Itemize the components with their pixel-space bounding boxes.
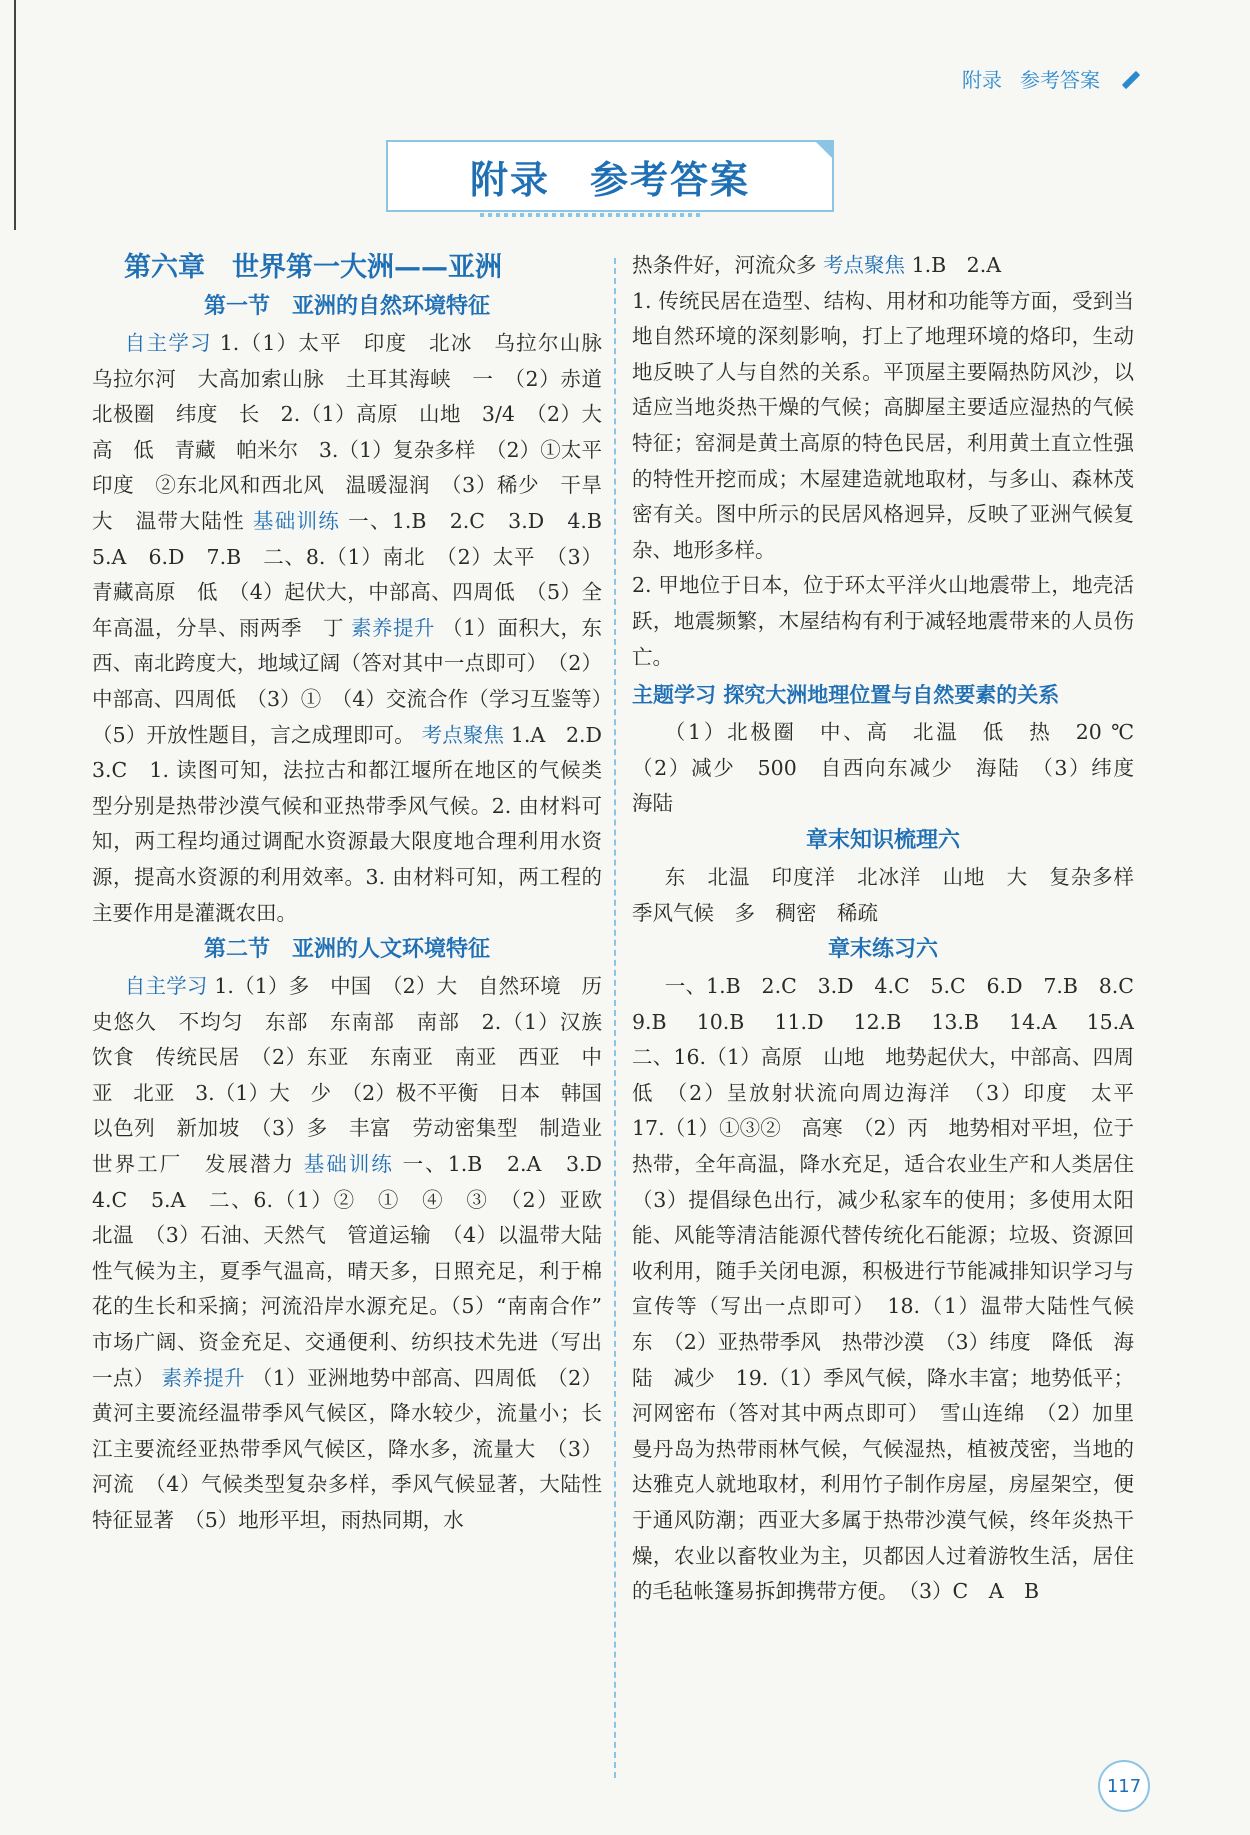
chapter-title: 第六章 世界第一大洲——亚洲	[124, 252, 502, 283]
title-corner-decoration	[814, 140, 834, 160]
answers-self-study-2: 1.（1）多 中国 （2）大 自然环境 历史悠久 不均匀 东部 东南部 南部 2.（1）汉族 饮食 传统民居 （2）东亚 东南亚 南亚 西亚 中亚 北亚 3.（1）大 少 （2）极不平衡 日本 韩国 以色列 新加坡 （3）多 丰富 劳动密集型 制造业 世界工厂 发展潜力	[92, 974, 623, 1177]
tag-basic-training: 基础训练	[252, 508, 341, 533]
answers-literacy-2: （1）亚洲地势中部高、四周低 （2）黄河主要流经温带季风气候区，降水较少，流量小；长江主要流经亚热带季风气候区，降水多，流量大 （3）河流 （4）气候类型复杂多样，季风气候显著，大陆性特征显著 （5）地形平坦，雨热同期，水	[92, 1365, 602, 1532]
tag-literacy: 素养提升	[161, 1365, 245, 1390]
exam-focus-explanation-2: 2. 甲地位于日本，位于环太平洋火山地震带上，地壳活跃，地震频繁，木屋结构有利于减轻地震带来的人员伤亡。	[632, 573, 1134, 669]
page-title-box	[386, 140, 834, 212]
answers-self-study-1: 1.（1）太平 印度 北冰 乌拉尔山脉 乌拉尔河 大高加索山脉 土耳其海峡 一 （2）赤道 北极圈 纬度 长 2.（1）高原 山地 3/4 （2）大 高 低 青藏 帕米尔 3.（1）复杂多样 （2）①太平 印度 ②东北风和西北风 温暖湿润 （3）稀少 干旱 大 温带大陆性	[92, 331, 623, 533]
continued-text: 热条件好，河流众多	[632, 253, 817, 277]
topic-study-heading	[632, 675, 1134, 715]
right-column	[632, 248, 1155, 1610]
title-dotted-underline	[480, 213, 700, 217]
continued-answer	[632, 248, 1134, 284]
answers-basic-training-2: 一、1.B 2.A 3.D 4.C 5.A 二、6.（1）② ① ④ ③ （2）亚欧 北温 （3）石油、天然气 管道运输 （4）以温带大陆性气候为主，夏季气温高，晴天多，日照充足，利于棉花的生长和采摘；河流沿岸水源充足。（5）“南南合作” 市场广阔、资金充足、交通便利、纺织技术先进（写出一点）	[92, 1152, 623, 1390]
answers-exam-focus-2: 1.B 2.A	[911, 253, 1002, 277]
header-answers: 参考答案	[1020, 68, 1100, 92]
chapter-summary-title: 章末知识梳理六	[805, 827, 960, 853]
header-appendix: 附录	[962, 68, 1002, 92]
section-2-body	[92, 969, 623, 1539]
tag-exam-focus: 考点聚焦	[421, 722, 505, 747]
tag-basic-training: 基础训练	[303, 1152, 394, 1177]
exam-focus-explanation-1: 1. 传统民居在造型、结构、用材和功能等方面，受到当地自然环境的深刻影响，打上了地理环境的烙印，生动地反映了人与自然的关系。平顶屋主要隔热防风沙，以适应当地炎热干燥的气候；高脚屋主要适应湿热的气候特征；窑洞是黄土高原的特色民居，利用黄土直立性强的特性开挖而成；木屋建造就地取材，与多山、森林茂密有关。图中所示的民居风格迥异，反映了亚洲气候复杂、地形多样。	[632, 288, 1134, 562]
answers-exam-focus-1: 1.A 2.D 3.C 1. 读图可知，法拉古和都江堰所在地区的气候类型分别是热带沙漠气候和亚热带季风气候。2. 由材料可知，两工程均通过调配水资源最大限度地合理利用水资源，提高水资源的利用效率。3. 由材料可知，两工程的主要作用是灌溉农田。	[92, 722, 623, 925]
section-1-title: 第一节 亚洲的自然环境特征	[203, 294, 490, 319]
chapter-exercise-title: 章末练习六	[827, 937, 938, 963]
page-binding-edge	[14, 0, 16, 230]
topic-tag: 主题学习	[632, 683, 716, 708]
tag-literacy: 素养提升	[350, 615, 435, 640]
tag-self-study: 自主学习	[124, 331, 212, 355]
pencil-icon	[1118, 68, 1140, 90]
page-number: 117	[1098, 1760, 1150, 1812]
answers-literacy-1: （1）面积大，东西、南北跨度大，地域辽阔（答对其中一点即可） （2）中部高、四周低 （3）① （4）交流合作（学习互鉴等） （5）开放性题目，言之成理即可。	[92, 615, 623, 747]
left-column	[92, 248, 623, 1539]
answers-basic-training-1: 一、1.B 2.C 3.D 4.B 5.A 6.D 7.B 二、8.（1）南北 （2）太平 （3）青藏高原 低 （4）起伏大，中部高、四周低 （5）全年高温，分旱、雨两季 丁	[92, 508, 623, 640]
topic-study-answers: （1）北极圈 中、高 北温 低 热 20 ℃ （2）减少 500 自西向东减少 海陆 （3）纬度 海陆	[632, 720, 1155, 816]
tag-self-study: 自主学习	[124, 974, 208, 999]
topic-title: 探究大洲地理位置与自然要素的关系	[723, 683, 1060, 708]
section-1-body	[92, 326, 623, 931]
chapter-exercise-answers: 一、1.B 2.C 3.D 4.C 5.C 6.D 7.B 8.C 9.B 10.B 11.D 12.B 13.B 14.A 15.A 二、16.（1）高原 山地 地势起伏大，中部高、四周低 （2）呈放射状流向周边海洋 （3）印度 太平 17.（1）①③② 高寒 （2）丙 地势相对平坦，位于热带，全年高温，降水充足，适合农业生产和人类居住 （3）提倡绿色出行，减少私家车的使用；多使用太阳能、风能等清洁能源代替传统化石能源；垃圾、资源回收利用，随手关闭电源，积极进行节能减排知识学习与宣传等（写出一点即可） 18.（1）温带大陆性气候 东 （2）亚热带季风 热带沙漠 （3）纬度 降低 海陆 减少 19.（1）季风气候，降水丰富；地势低平；河网密布（答对其中两点即可） 雪山连绵 （2）加里曼丹岛为热带雨林气候，气候湿热，植被茂密，当地的达雅克人就地取材，利用竹子制作房屋，房屋架空，便于通风防潮；西亚大多属于热带沙漠气候，终年炎热干燥，农业以畜牧业为主，贝都因人过着游牧生活，居住的毛毡帐篷易拆卸携带方便。 （3）C A B	[632, 974, 1155, 1604]
tag-exam-focus: 考点聚焦	[823, 253, 906, 277]
section-2-title: 第二节 亚洲的人文环境特征	[203, 937, 490, 963]
running-header	[962, 64, 1140, 93]
page-title: 附录 参考答案	[469, 157, 750, 202]
chapter-summary-answers: 东 北温 印度洋 北冰洋 山地 大 复杂多样 季风气候 多 稠密 稀疏	[632, 864, 1155, 925]
